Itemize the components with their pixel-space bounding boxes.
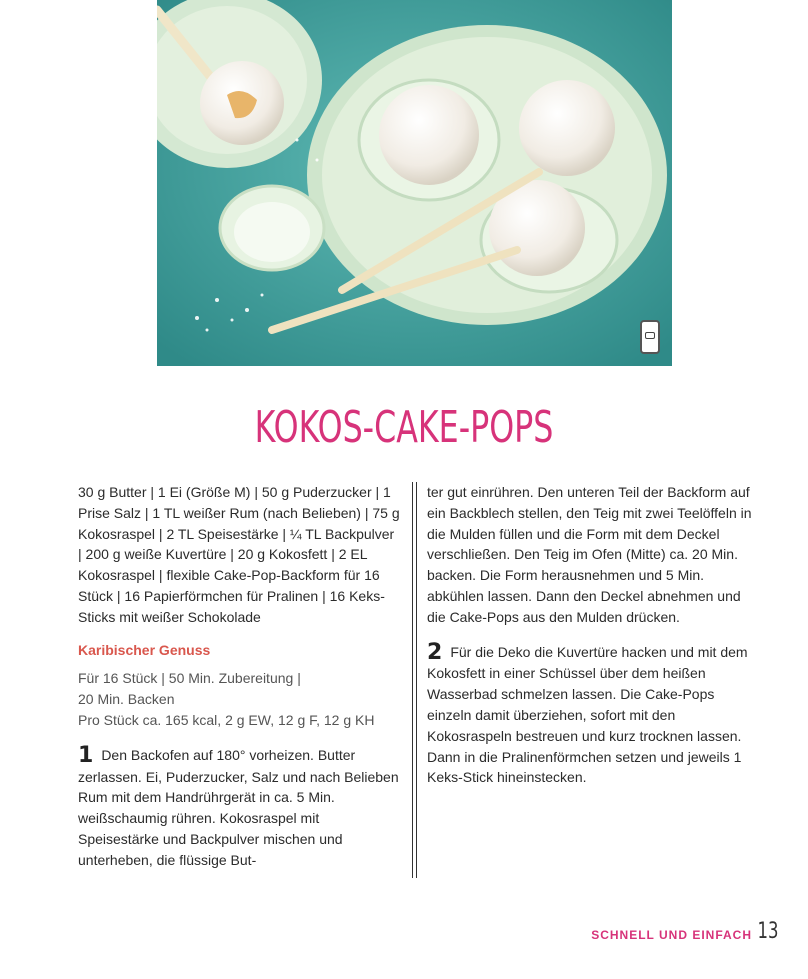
recipe-info [78, 668, 400, 730]
page-number: 13 [757, 919, 779, 944]
photo-illustration [157, 0, 672, 366]
left-column [78, 482, 400, 871]
recipe-photo [157, 0, 672, 366]
info-nutrition: Pro Stück ca. 165 kcal, 2 g EW, 12 g F, 12 g KH [78, 711, 375, 728]
recipe-subtitle: Karibischer Genuss [78, 641, 211, 658]
column-divider [412, 482, 417, 878]
step-1-continued: ter gut einrühren. Den unteren Teil der Backform auf ein Backblech stellen, den Teig mit zwei Teelöffeln in die Mulden füllen und die Form mit dem Deckel verschließen. Den Teig im Ofen (Mitte) ca. 20 Min. backen. Die Form herausnehmen und 5 Min. abkühlen lassen. Dann den Deckel abnehmen und die Cake-Pops aus den Mulden drücken. [427, 484, 752, 625]
step-2-text: Für die Deko die Kuvertüre hacken und mit dem Kokosfett in einer Schüssel über dem heißen Wasserbad schmelzen lassen. Die Cake-Pops einzeln damit überziehen, sofort mit den Kokosraspeln bestreuen und kurz trocknen lassen. Dann in die Pralinenförmchen setzen und jeweils 1 Keks-Stick hineinstecken. [427, 643, 748, 786]
camera-phone-icon [640, 320, 660, 354]
step-2-number: 2 [427, 639, 443, 665]
info-baking-time: 20 Min. Backen [78, 691, 175, 708]
info-servings-prep: Für 16 Stück | 50 Min. Zubereitung | [78, 670, 301, 687]
step-1-text: Den Backofen auf 180° vorheizen. Butter zerlassen. Ei, Puderzucker, Salz und nach Belieben Rum mit dem Handrührgerät in ca. 5 Min. weißschaumig rühren. Kokosraspel mit Speisestärke und Backpulver mischen und unterheben, die flüssige But- [78, 746, 399, 868]
right-column [427, 482, 757, 788]
section-label: SCHNELL UND EINFACH [591, 928, 752, 942]
step-2 [427, 639, 757, 789]
step-1-number: 1 [78, 742, 94, 768]
step-1 [78, 742, 400, 871]
recipe-title: KOKOS-CAKE-POPS [254, 402, 554, 453]
ingredient-list: 30 g Butter | 1 Ei (Größe M) | 50 g Puderzucker | 1 Prise Salz | 1 TL weißer Rum (nach Belieben) | 75 g Kokosraspel | 2 TL Speisestärke | ¼ TL Backpulver | 200 g weiße Kuvertüre | 20 g Kokosfett | 2 EL Kokosraspel | flexible Cake-Pop-Backform für 16 Stück | 16 Papierförmchen für Pralinen | 16 Keks-Sticks mit weißer Schokolade [78, 484, 400, 625]
